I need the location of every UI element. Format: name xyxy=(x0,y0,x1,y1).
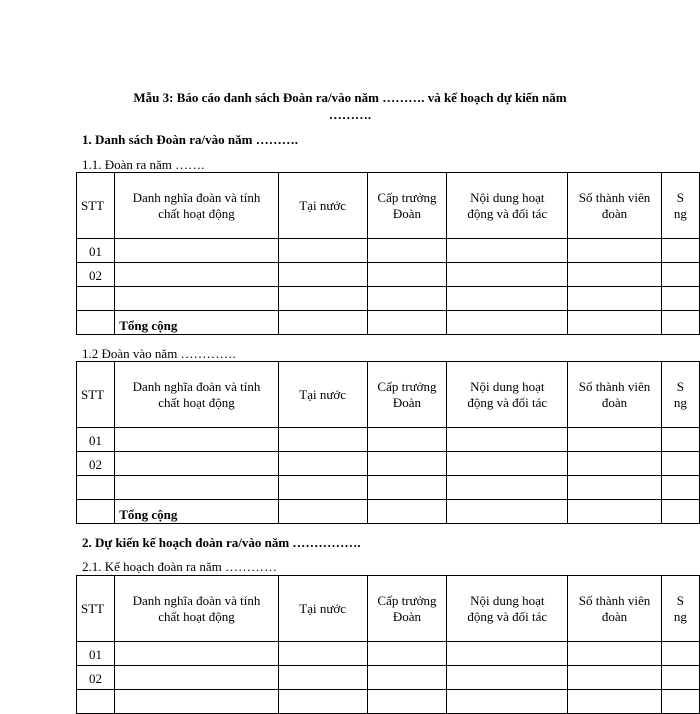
table-planned-outgoing xyxy=(76,575,700,714)
table-outgoing-delegations xyxy=(76,172,700,335)
section-2-1-heading: 2.1. Kế hoạch đoàn ra năm ………… xyxy=(82,559,277,574)
row-number: 02 xyxy=(77,452,115,476)
total-label: Tổng cộng xyxy=(115,311,278,335)
col-delegation-title: Danh nghĩa đoàn và tính chất hoạt động xyxy=(115,173,278,239)
row-number: 02 xyxy=(77,263,115,287)
col-head-level: Cấp trưởng Đoàn xyxy=(367,576,447,642)
row-number: 01 xyxy=(77,428,115,452)
col-country: Tại nước xyxy=(278,173,367,239)
table-row xyxy=(77,239,700,263)
document-title-continuation: ………. xyxy=(328,107,372,122)
col-stt: STT xyxy=(77,173,115,239)
table-header-row xyxy=(77,576,700,642)
col-stt: STT xyxy=(77,362,115,428)
table-row xyxy=(77,690,700,714)
table-header-row xyxy=(77,362,700,428)
col-head-level: Cấp trưởng Đoàn xyxy=(367,173,447,239)
col-truncated: S ng xyxy=(661,173,699,239)
col-stt: STT xyxy=(77,576,115,642)
col-delegation-title: Danh nghĩa đoàn và tính chất hoạt động xyxy=(115,576,278,642)
col-content-partners: Nội dung hoạt động và đối tác xyxy=(447,362,568,428)
col-country: Tại nước xyxy=(278,576,367,642)
section-1-1-heading: 1.1. Đoàn ra năm ……. xyxy=(82,157,205,172)
col-member-count: Số thành viên đoàn xyxy=(568,362,661,428)
col-content-partners: Nội dung hoạt động và đối tác xyxy=(447,576,568,642)
table-row xyxy=(77,428,700,452)
col-truncated: S ng xyxy=(661,576,699,642)
total-label: Tổng cộng xyxy=(115,500,278,524)
table-total-row xyxy=(77,500,700,524)
col-country: Tại nước xyxy=(278,362,367,428)
document-title: Mẫu 3: Báo cáo danh sách Đoàn ra/vào năm ………. và kế hoạch dự kiến năm xyxy=(133,90,567,105)
section-1-heading: 1. Danh sách Đoàn ra/vào năm ………. xyxy=(82,132,298,147)
row-number: 01 xyxy=(77,642,115,666)
col-truncated: S ng xyxy=(661,362,699,428)
table-row xyxy=(77,476,700,500)
table-row xyxy=(77,263,700,287)
table-row xyxy=(77,287,700,311)
table-row xyxy=(77,666,700,690)
col-delegation-title: Danh nghĩa đoàn và tính chất hoạt động xyxy=(115,362,278,428)
row-number: 01 xyxy=(77,239,115,263)
row-number: 02 xyxy=(77,666,115,690)
col-head-level: Cấp trưởng Đoàn xyxy=(367,362,447,428)
table-total-row xyxy=(77,311,700,335)
section-2-heading: 2. Dự kiến kế hoạch đoàn ra/vào năm ……………. xyxy=(82,535,361,550)
section-1-2-heading: 1.2 Đoàn vào năm …………. xyxy=(82,346,236,361)
col-content-partners: Nội dung hoạt động và đối tác xyxy=(447,173,568,239)
col-member-count: Số thành viên đoàn xyxy=(568,173,661,239)
col-member-count: Số thành viên đoàn xyxy=(568,576,661,642)
table-incoming-delegations xyxy=(76,361,700,524)
table-row xyxy=(77,642,700,666)
table-header-row xyxy=(77,173,700,239)
table-row xyxy=(77,452,700,476)
